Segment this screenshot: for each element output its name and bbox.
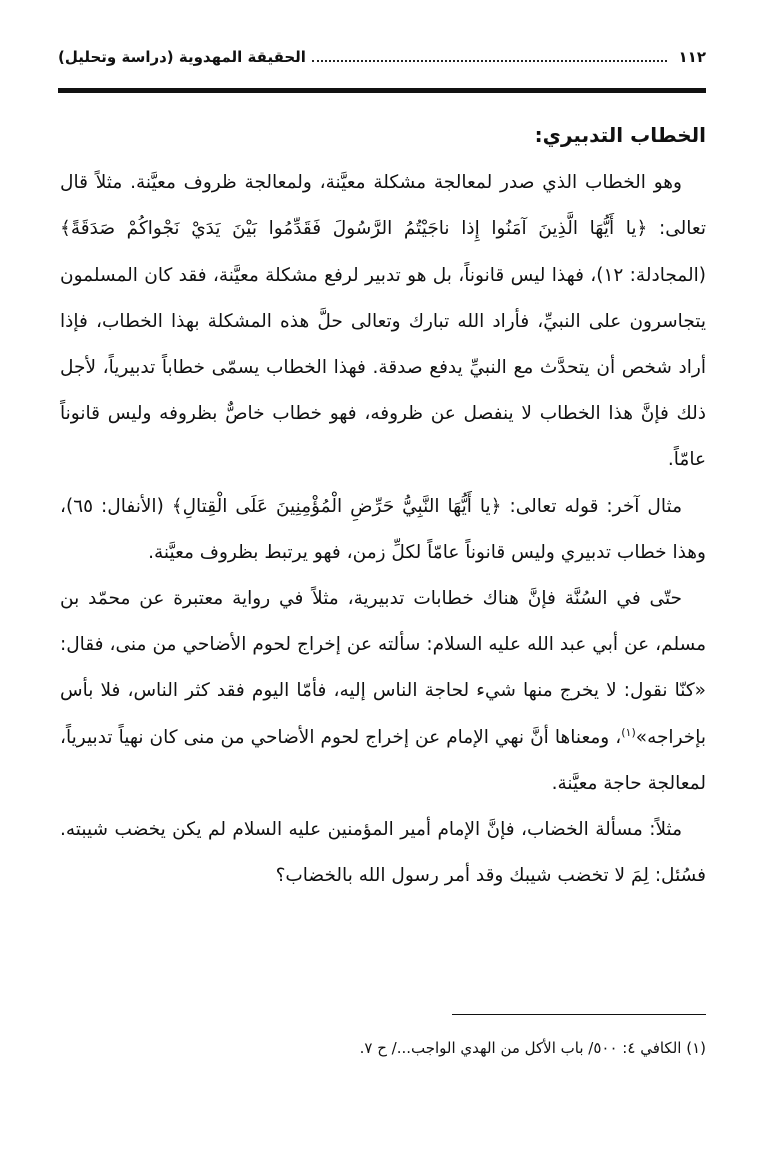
- paragraph-1: وهو الخطاب الذي صدر لمعالجة مشكلة معيَّنة، ولمعالجة ظروف معيَّنة. مثلاً قال تعالى: ﴿يا أَيُّهَا الَّذِينَ آمَنُوا إِذا ناجَيْتُمُ الرَّسُولَ فَقَدِّمُوا بَيْنَ يَدَيْ نَجْواكُمْ صَدَقَةً﴾ (المجادلة: ١٢)، فهذا ليس قانوناً، بل هو تدبير لرفع مشكلة معيَّنة، فقد كان المسلمون يتجاسرون على النبيِّ، فأراد الله تبارك وتعالى حلَّ هذه المشكلة بهذا الخطاب، فإذا أراد شخص أن يتحدَّث مع النبيِّ يدفع صدقة. فهذا الخطاب يسمّى خطاباً تدبيرياً، لأجل ذلك فإنَّ هذا الخطاب لا ينفصل عن ظروفه، فهو خطاب خاصٌّ بظروفه وليس قانوناً عامّاً.: [60, 172, 706, 471]
- page-number: ١١٢: [678, 48, 706, 66]
- footnote-rule: [452, 1014, 706, 1015]
- paragraph-2: مثال آخر: قوله تعالى: ﴿يا أَيُّهَا النَّبِيُّ حَرِّضِ الْمُؤْمِنِينَ عَلَى الْقِتالِ﴾ (الأنفال: ٦٥)، وهذا خطاب تدبيري وليس قانوناً عامّاً لكلِّ زمن، فهو يرتبط بظروف معيَّنة.: [60, 495, 706, 563]
- header-leader-dots: [312, 60, 667, 62]
- paragraph-4: مثلاً: مسألة الخضاب، فإنَّ الإمام أمير المؤمنين عليه السلام لم يكن يخضب شيبته. فسُئل: لِمَ لا تخضب شيبك وقد أمر رسول الله بالخضاب؟: [60, 819, 706, 887]
- book-title: الحقيقة المهدوية (دراسة وتحليل): [58, 48, 306, 66]
- paragraph-3: [60, 576, 706, 807]
- footnote-reference: (١): [621, 725, 636, 739]
- header-rule: [58, 88, 706, 93]
- running-header: [58, 42, 706, 72]
- paragraph-3-text-b: ، ومعناها أنَّ نهي الإمام عن إخراج لحوم الأضاحي من منى كان نهياً تدبيرياً، لمعالجة حاجة معيَّنة.: [60, 726, 706, 794]
- paragraph-3-text-a: حتّى في السُنَّة فإنَّ هناك خطابات تدبيرية، مثلاً في رواية معتبرة عن محمّد بن مسلم، عن أبي عبد الله عليه السلام: سألته عن إخراج لحوم الأضاحي من منى، فقال: «كنّا نقول: لا يخرج منها شيء لحاجة الناس إليه، فأمّا اليوم فقد كثر الناس، فلا بأس بإخراجه»: [60, 588, 706, 748]
- main-text: [60, 112, 706, 899]
- section-heading: الخطاب التدبيري:: [534, 123, 706, 147]
- footnote: (١) الكافي ٤: ٥٠٠/ باب الأكل من الهدي الواجب.../ ح ٧.: [359, 1039, 706, 1057]
